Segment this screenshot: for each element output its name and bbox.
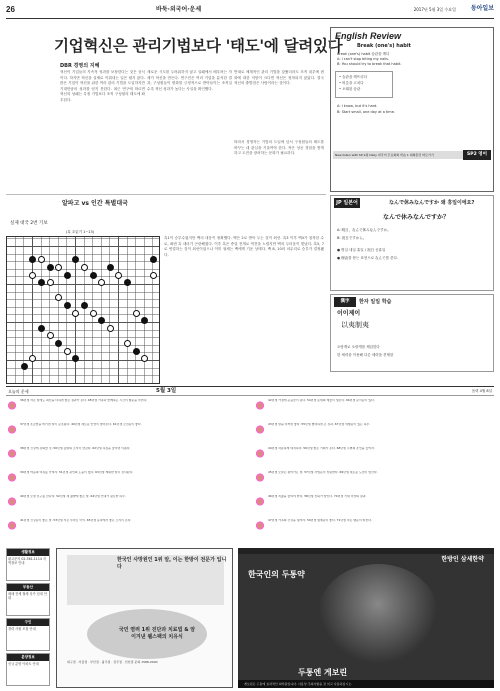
classified-box-text: 매매 전세 월세 상가 임대 안내 bbox=[8, 591, 47, 601]
ad-tagline: 한국인 사망원인 1위 암, 이는 한방이 전문가 입니다 bbox=[117, 557, 227, 570]
ad-brand: 한방인 삼세한약 bbox=[441, 556, 484, 563]
english-review-title: English Review bbox=[335, 31, 402, 41]
zodiac-animal-icon bbox=[6, 401, 18, 411]
black-stone bbox=[47, 264, 54, 271]
black-stone bbox=[141, 317, 148, 324]
english-line: B: You should try to break that habit. bbox=[337, 62, 402, 66]
baduk-subhead: 실제 대국 2번 기보 bbox=[10, 221, 48, 226]
baduk-headline: 알파고 vs 인간 특별대국 bbox=[62, 200, 128, 207]
white-stone bbox=[133, 310, 140, 317]
black-stone bbox=[29, 256, 36, 263]
classified-box[interactable] bbox=[6, 548, 50, 581]
zodiac-animal-icon bbox=[254, 473, 266, 483]
black-stone bbox=[72, 355, 79, 362]
zodiac-animal-icon bbox=[254, 425, 266, 435]
white-stone bbox=[72, 310, 79, 317]
hanja-tag: 漢字 bbox=[334, 297, 356, 307]
baduk-board bbox=[6, 236, 160, 384]
zodiac-animal-icon bbox=[254, 497, 266, 507]
white-stone bbox=[55, 264, 62, 271]
fortune-row: 43년생 말을 아끼면 좋다. 55년생 협력하면 큰 성과. 67년생 여행운이 있는 하루. bbox=[268, 423, 371, 426]
japanese-line: ● 명일 내일 휴일 / 祝日 공휴일 bbox=[337, 248, 386, 252]
japanese-tag: JP 일본어 bbox=[334, 198, 360, 208]
white-stone bbox=[107, 325, 114, 332]
japanese-line: A: 明日、なんで休みなんですか。 bbox=[337, 228, 391, 232]
black-stone bbox=[55, 340, 62, 347]
fortune-row: 40년생 오랜 친구를 만나라. 52년생 새 출발에 좋은 날. 64년생 인내가 필요한 하루. bbox=[20, 495, 126, 498]
page-header bbox=[6, 3, 494, 19]
zodiac-animal-icon bbox=[6, 521, 18, 531]
hanja-lesson-box bbox=[330, 294, 494, 372]
issue-date: 2017년 5월 3일 수요일 bbox=[413, 7, 456, 12]
white-stone bbox=[124, 340, 131, 347]
article-body-col-3: 반대로 체계적인 관리 기법을 갖췄더라도 조직 내부에 변화에 대한 저항이 크다면 혁신은 정착되지 않았다. 결국 혁신의 출발점은 사람이라는 것이다. bbox=[234, 70, 324, 86]
fortune-row: 41년생 건강운이 좋은 날. 53년생 작은 투자로 이익. 65년생 동쪽에서 좋은 소식이 온다. bbox=[20, 519, 132, 522]
white-stone bbox=[47, 332, 54, 339]
vocab-line: • 오래된 습관 bbox=[339, 87, 361, 91]
classified-sidebar bbox=[6, 548, 50, 688]
article-column-label: DBR 경영의 지혜 bbox=[60, 63, 100, 69]
ad-gevorin[interactable] bbox=[238, 548, 494, 688]
ad-headline: 한국인의 두통약 bbox=[248, 570, 305, 579]
hanja-line: 오랑캐로 오랑캐를 제압한다 bbox=[337, 345, 380, 349]
ad-main-text: 국민 염려 1위 진단과 치료법 & 암 이겨낸 웰스팩의 치유식 bbox=[118, 627, 196, 640]
fortune-row: 36년생 작은 일에도 최선을 다하면 좋은 결과가 온다. 48년생 가족과 함께하는 시간이 행운을 부른다. bbox=[20, 399, 148, 402]
japanese-line: B: 祝日ですから。 bbox=[337, 236, 367, 240]
white-stone bbox=[141, 355, 148, 362]
classified-box-title: 생활정보 bbox=[7, 549, 49, 556]
white-stone bbox=[64, 348, 71, 355]
english-line: A: I can't stop biting my nails. bbox=[337, 57, 390, 61]
japanese-question: なんで休みなんですか？ bbox=[383, 214, 450, 221]
black-stone bbox=[21, 363, 28, 370]
white-stone bbox=[150, 272, 157, 279]
black-stone bbox=[124, 279, 131, 286]
black-stone bbox=[150, 256, 157, 263]
vocab-line: • 버릇을 고치다 bbox=[339, 81, 364, 85]
english-line: A: I know, but it's hard. bbox=[337, 104, 378, 108]
white-stone bbox=[98, 279, 105, 286]
japanese-lesson-box bbox=[330, 195, 494, 291]
fortune-row: 47년생 가족의 건강을 챙겨라. 59년생 명예운이 좋다. 71년생 작은 행운이 따른다. bbox=[268, 519, 372, 522]
ad-person-photo bbox=[318, 564, 438, 664]
ad-disclaimer: 게보린은 두통에 효과적인 의약품입니다. 사용상 주의사항을 잘 읽고 사용하십시오. bbox=[238, 680, 494, 688]
white-stone bbox=[81, 264, 88, 271]
white-stone bbox=[115, 272, 122, 279]
english-footer-link[interactable]: New listen with SP 2위 Daily 외국어 무료회화 학습 1 회화훈련 바로가기 bbox=[333, 151, 491, 159]
japanese-title: なんで休みなんですか 왜 휴일이에요? bbox=[389, 200, 475, 206]
fortune-row: 38년생 건강에 유의할 것. 50년생 뜻밖의 소식이 반갑다. 62년생 욕심을 줄이면 이롭다. bbox=[20, 447, 131, 450]
ad-top-bar bbox=[238, 548, 494, 554]
page-number: 26 bbox=[6, 5, 15, 14]
black-stone bbox=[64, 302, 71, 309]
newspaper-logo[interactable]: 동아일보 bbox=[470, 5, 494, 12]
fortune-row: 37년생 조급함을 버리면 일이 순조롭다. 49년생 새로운 인연이 찾아온다. 61년생 금전운이 좋다. bbox=[20, 423, 142, 426]
article-body-col-1: 혁신이 기업들의 지속적 성과를 보장한다는 것은 상식이다. 하지만 혁신을 실제로 이뤄내는 일은 쉽지 않다. 많은 기업이 혁신을 위한 여러 관리 기법을 도입하지만 기대만큼의 성과를 얻지 못한다. 최근 연구에 따르면 혁신의 성패는 특정 기법보다 조직 구성원의 태도에 좌우된다. bbox=[60, 70, 145, 102]
english-review-subtitle: Break (one's) habit bbox=[357, 43, 411, 49]
english-line: B: Start small, one day at a time. bbox=[337, 110, 395, 114]
black-stone bbox=[98, 317, 105, 324]
vocab-line: • 습관을 깨뜨리다 bbox=[339, 75, 367, 79]
hanja-line: 한 세력을 이용해 다른 세력을 견제함 bbox=[337, 353, 394, 357]
black-stone bbox=[72, 256, 79, 263]
black-stone bbox=[133, 348, 140, 355]
white-stone bbox=[29, 272, 36, 279]
article-body-col-4: 따라서 경영자는 기법의 도입에 앞서 구성원들의 태도를 바꾸는 데 관심을 기울여야 한다. 작은 성공 경험을 쌓게 하고 도전을 장려하는 문화가 필요하다. bbox=[234, 140, 324, 156]
ad-branch-list: 대구점 · 서울점 · 부산점 · 광주점 · 전주점 · 인천점 문의 1588-0000 bbox=[67, 660, 158, 664]
fortune-row: 44년생 차분하게 대처하라. 56년생 좋은 기회가 온다. 68년생 주변의 조언을 들어라. bbox=[268, 447, 375, 450]
classified-box[interactable] bbox=[6, 583, 50, 616]
white-stone bbox=[55, 294, 62, 301]
article-headline: 기업혁신은 관리기법보다 '태도'에 달려있다 bbox=[54, 36, 343, 55]
fortune-date: 5월 3일 bbox=[156, 388, 177, 394]
black-stone bbox=[81, 302, 88, 309]
black-stone bbox=[90, 272, 97, 279]
hanja-phrase: 이이제이 bbox=[337, 310, 361, 317]
english-line: Break (one's) habit 습관을 깨다 bbox=[337, 52, 390, 56]
fortune-header bbox=[6, 386, 494, 396]
english-vocab-box bbox=[335, 71, 393, 98]
zodiac-animal-icon bbox=[254, 401, 266, 411]
classified-box-text: 경력 사원 모집 안내 bbox=[8, 626, 36, 631]
zodiac-animal-icon bbox=[6, 425, 18, 435]
black-stone bbox=[38, 325, 45, 332]
fortune-row: 46년생 지출을 줄여야 한다. 58년생 신뢰가 쌓인다. 70년생 기대 이상의 결과. bbox=[268, 495, 367, 498]
classified-box-text: 광고문의 02-361-1114 지역정보 안내 bbox=[8, 556, 46, 566]
article-body-col-2: 새로운 시도를 두려워하지 않고 실패에서 배우려는 자세가 혁신을 만든다. 연구진은 여러 기업을 분석한 결과, 구성원들이 변화를 긍정적으로 받아들이는 조직일수록 혁신 성과가 높다는 사실을 확인했다. bbox=[147, 70, 232, 91]
classified-box-text: 신규 분양 아파트 안내 bbox=[8, 661, 39, 666]
fortune-label: 오늘의 운세 bbox=[8, 389, 29, 394]
classified-box-title: 구인 bbox=[7, 619, 49, 626]
fortune-lunar-date: 음력 4월 8일 bbox=[471, 389, 492, 393]
japanese-line: ● 理由를 묻는 표현으로 なんで를 쓴다. bbox=[337, 256, 399, 260]
fortune-row: 39년생 마음의 여유를 가져라. 51년생 귀인의 도움이 있다. 63년생 계획한 일이 성사된다. bbox=[20, 471, 134, 474]
divider bbox=[6, 194, 326, 195]
hanja-title: 한자 일일 학습 bbox=[359, 299, 392, 305]
fortune-row: 45년생 오늘은 쉬어가는 날. 57년생 사업운이 상승한다. 69년생 새로운 도전이 빛난다. bbox=[268, 471, 378, 474]
white-stone bbox=[29, 355, 36, 362]
white-stone bbox=[90, 310, 97, 317]
black-stone bbox=[107, 264, 114, 271]
classified-box-title: 부동산 bbox=[7, 584, 49, 591]
zodiac-animal-icon bbox=[254, 521, 266, 531]
zodiac-animal-icon bbox=[6, 497, 18, 507]
white-stone bbox=[47, 279, 54, 286]
ad-product-name: 두통엔 게보린 bbox=[298, 668, 348, 677]
hanja-characters: 以夷制夷 bbox=[341, 321, 369, 329]
baduk-commentary: 흑1이 승부수였지만 백의 대응이 정확했다. 백은 2로 받아 두는 것이 최선. 흑3 이후 백4가 침착한 수로, 좌변 흑 대마가 곤란해졌다. 이후 흑은 중앙 전개로 역전을 노렸지만 백의 두터움이 빛났다. 흑5, 7로 연결하는 것이 최선이었으나 이미 형세는 백에게 기운 상태다. 백 8, 10의 마무리로 승부가 결정됐다. bbox=[164, 236, 324, 257]
classified-box[interactable] bbox=[6, 618, 50, 651]
english-review-box bbox=[330, 27, 494, 192]
zodiac-animal-icon bbox=[254, 449, 266, 459]
zodiac-animal-icon bbox=[6, 473, 18, 483]
baduk-note: (흑 초읽기 1~13) bbox=[66, 230, 95, 234]
white-stone bbox=[38, 256, 45, 263]
classified-box-title: 분양정보 bbox=[7, 654, 49, 661]
black-stone bbox=[38, 279, 45, 286]
section-title: 바둑·외국어·운세 bbox=[156, 6, 202, 13]
classified-box[interactable] bbox=[6, 653, 50, 686]
black-stone bbox=[64, 272, 71, 279]
zodiac-animal-icon bbox=[6, 449, 18, 459]
ad-cancer-clinic[interactable] bbox=[56, 548, 233, 688]
fortune-row: 42년생 가정에 웃음꽃이 핀다. 54년생 뜻밖의 재물이 생긴다. 66년생 문서운이 있다. bbox=[268, 399, 375, 402]
sp2-badge[interactable]: SP2 영어 bbox=[463, 150, 491, 160]
